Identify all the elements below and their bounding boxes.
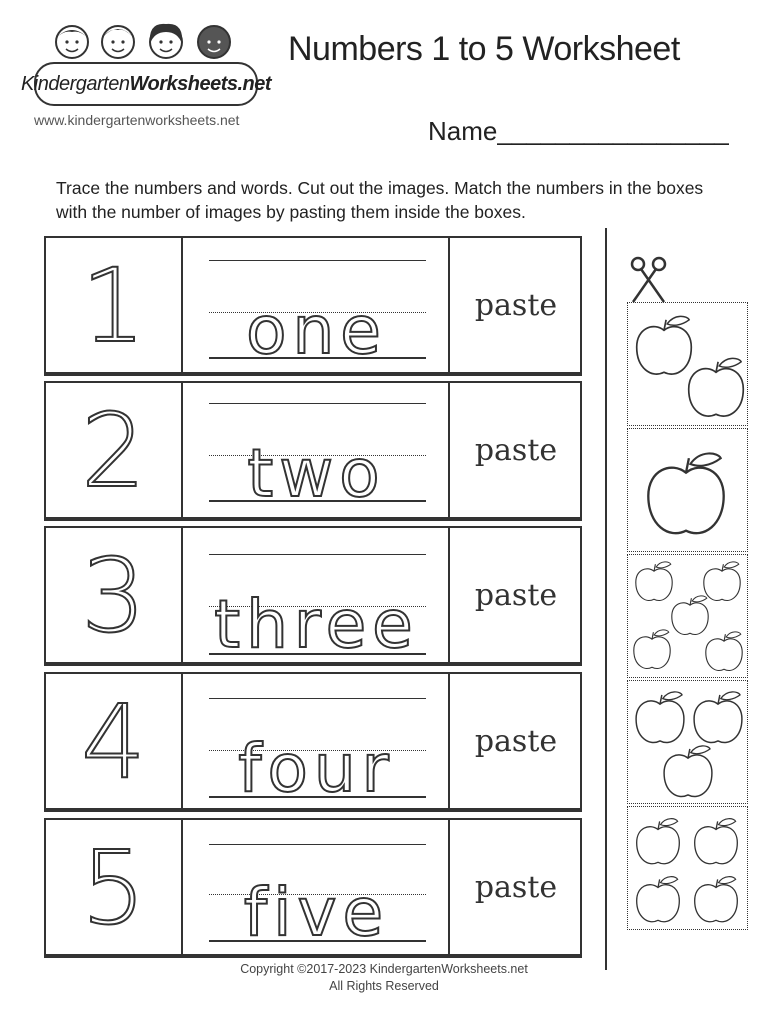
trace-digit: 5 [81,829,146,948]
apple-icon [694,692,742,743]
apple-icon [706,632,742,671]
apple-cutout-2 [627,302,748,426]
trace-word: one [246,292,387,369]
trace-word: five [243,874,390,951]
apple-icon [672,596,708,635]
page-title: Numbers 1 to 5 Worksheet [288,30,680,68]
apple-icon [637,316,692,374]
paste-box: paste [448,238,582,372]
apple-icon [695,877,738,922]
number-row-1 [44,236,582,374]
logo-badge [20,62,272,106]
site-url: www.kindergartenworksheets.net [34,112,240,128]
apple-icon [634,630,670,669]
number-row-3 [44,526,582,664]
site-logo [20,20,272,106]
number-row-4 [44,672,582,810]
apple-icon [648,453,723,533]
apple-cutout-4 [627,806,748,930]
apple-cutout-5 [627,554,748,678]
apple-icon [637,819,680,864]
scissors-icon [626,254,672,304]
paste-box: paste [448,674,582,808]
apple-icon [664,746,712,797]
apple-icon [636,692,684,743]
rights-reserved: All Rights Reserved [329,979,439,993]
trace-word: three [214,586,419,663]
copyright: Copyright ©2017-2023 KindergartenWorksheets.net [240,962,528,976]
apple-icon [695,819,738,864]
trace-digit: 2 [81,392,146,511]
paste-box: paste [448,528,582,662]
apple-icon [704,562,740,601]
paste-box: paste [448,820,582,954]
kids-faces-icon [44,20,244,68]
paste-box: paste [448,383,582,517]
name-field: Name________________ [428,116,729,146]
trace-digit: 3 [81,537,146,656]
instructions: Trace the numbers and words. Cut out the images. Match the numbers in the boxes with the number of images by pasting them inside the boxes. [56,178,704,222]
trace-digit: 4 [81,683,146,802]
number-row-2 [44,381,582,519]
apple-icon [637,877,680,922]
cut-divider [605,228,607,970]
trace-word: four [238,730,395,807]
apple-cutout-3 [627,680,748,804]
trace-digit: 1 [81,247,146,366]
logo-text-kindergarten: Kindergarten [20,72,130,95]
logo-text-worksheets: Worksheets.net [129,72,272,95]
trace-word: two [247,435,386,512]
apple-icon [689,358,744,416]
number-row-5 [44,818,582,956]
apple-cutout-1 [627,428,748,552]
apple-icon [636,562,672,601]
